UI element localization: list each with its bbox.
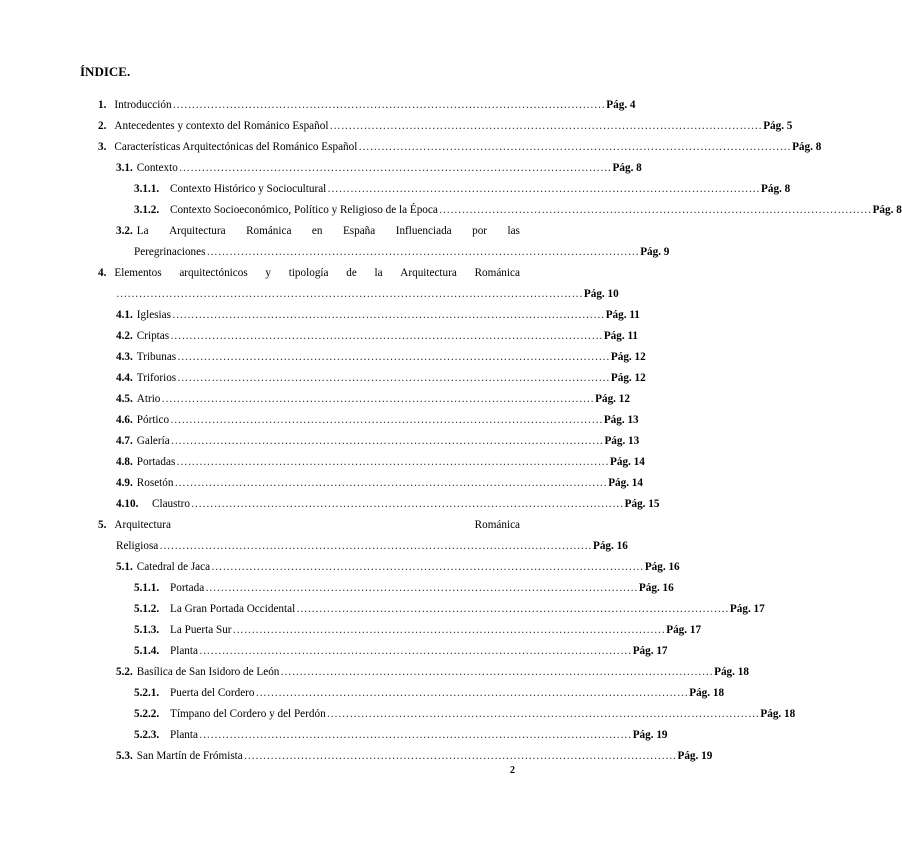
toc-label: Basílica de San Isidoro de León bbox=[136, 666, 280, 678]
toc-label: Contexto Histórico y Sociocultural bbox=[170, 183, 327, 195]
toc-label: Tímpano del Cordero y del Perdón bbox=[170, 708, 326, 720]
toc-entry[interactable] bbox=[134, 178, 791, 196]
toc-page: Pág. 12 bbox=[610, 372, 646, 384]
toc-page: Pág. 19 bbox=[677, 750, 713, 762]
toc-label: Contexto Socioeconómico, Político y Religioso de la Época bbox=[170, 204, 438, 216]
toc-page: Pág. 17 bbox=[729, 603, 765, 615]
toc-number: 5.2.3. bbox=[134, 729, 160, 741]
toc-number: 4.8. bbox=[116, 456, 133, 468]
toc-number: 4.9. bbox=[116, 477, 133, 489]
toc-leader: …………………………………………………………………………………………………… bbox=[178, 162, 612, 174]
toc-label: Galería bbox=[136, 435, 170, 447]
toc-page: Pág. 14 bbox=[608, 477, 643, 489]
toc-number: 4. bbox=[98, 267, 107, 279]
toc-entry[interactable] bbox=[98, 94, 636, 112]
toc-leader: …………………………………………………………………………………………………………… bbox=[116, 288, 583, 300]
toc-page: Pág. 9 bbox=[640, 246, 670, 258]
toc-entry[interactable] bbox=[116, 472, 643, 490]
toc-number: 5. bbox=[98, 519, 107, 531]
toc-leader: …………………………………………………………………………………………………… bbox=[177, 351, 610, 363]
toc-leader: …………………………………………………………………………………………………… bbox=[329, 120, 763, 132]
toc-entry[interactable] bbox=[116, 157, 642, 175]
toc-entry[interactable] bbox=[134, 724, 668, 742]
toc-page: Pág. 8 bbox=[792, 141, 822, 153]
toc-entry[interactable] bbox=[116, 325, 639, 343]
toc-label: Introducción bbox=[114, 99, 172, 111]
toc-label: Tribunas bbox=[136, 351, 177, 363]
toc-number: 5.2. bbox=[116, 666, 133, 678]
toc-leader: …………………………………………………………………………………………………… bbox=[170, 330, 603, 342]
toc-leader: …………………………………………………………………………………………………… bbox=[177, 372, 610, 384]
toc-page: Pág. 17 bbox=[632, 645, 668, 657]
toc-number: 1. bbox=[98, 99, 107, 111]
toc-leader: …………………………………………………………………………………………………… bbox=[159, 540, 592, 552]
toc-number: 5.1. bbox=[116, 561, 133, 573]
toc-entry[interactable] bbox=[116, 745, 713, 763]
toc-leader: …………………………………………………………………………………………………… bbox=[438, 204, 872, 216]
toc-entry[interactable] bbox=[98, 115, 793, 133]
toc-page: Pág. 4 bbox=[606, 99, 636, 111]
toc-number: 4.1. bbox=[116, 309, 133, 321]
toc-leader: …………………………………………………………………………………………………… bbox=[211, 561, 644, 573]
toc-entry-continuation[interactable] bbox=[116, 535, 628, 553]
toc-number: 4.3. bbox=[116, 351, 133, 363]
toc-label: Arquitectura Románica bbox=[114, 519, 520, 531]
toc-page: Pág. 18 bbox=[714, 666, 749, 678]
toc-leader: …………………………………………………………………………………………………… bbox=[190, 498, 624, 510]
toc-entry[interactable] bbox=[116, 661, 749, 679]
toc-number: 4.2. bbox=[116, 330, 133, 342]
toc-number: 4.5. bbox=[116, 393, 133, 405]
toc-label: Criptas bbox=[136, 330, 170, 342]
toc-leader: …………………………………………………………………………………………………… bbox=[296, 603, 729, 615]
toc-label: La Gran Portada Occidental bbox=[170, 603, 296, 615]
toc-entry[interactable] bbox=[134, 619, 702, 637]
toc-number: 3.1.1. bbox=[134, 183, 160, 195]
toc-leader: …………………………………………………………………………………………………… bbox=[326, 708, 760, 720]
toc-number: 5.1.1. bbox=[134, 582, 160, 594]
toc-label: San Martín de Frómista bbox=[136, 750, 243, 762]
toc-page: Pág. 13 bbox=[603, 414, 639, 426]
toc-label: Características Arquitectónicas del Románico Español bbox=[114, 141, 358, 153]
toc-page: Pág. 19 bbox=[632, 729, 668, 741]
toc-leader: …………………………………………………………………………………………………… bbox=[243, 750, 677, 762]
toc-label: Planta bbox=[170, 645, 198, 657]
toc-entry[interactable] bbox=[134, 577, 674, 595]
toc-entry[interactable] bbox=[116, 388, 630, 406]
index-title: ÍNDICE. bbox=[80, 64, 131, 79]
toc-page: Pág. 16 bbox=[644, 561, 680, 573]
toc-leader: …………………………………………………………………………………………………… bbox=[327, 183, 761, 195]
toc-leader: …………………………………………………………………………………………………… bbox=[198, 645, 632, 657]
toc-entry[interactable] bbox=[116, 304, 640, 322]
toc-entry[interactable] bbox=[116, 451, 645, 469]
toc-number: 4.6. bbox=[116, 414, 133, 426]
toc-leader: …………………………………………………………………………………………………… bbox=[232, 624, 666, 636]
toc-number: 3.1. bbox=[116, 162, 133, 174]
toc-number: 5.2.2. bbox=[134, 708, 160, 720]
toc-number: 2. bbox=[98, 120, 107, 132]
toc-page: Pág. 17 bbox=[666, 624, 702, 636]
toc-leader: …………………………………………………………………………………………………… bbox=[198, 729, 632, 741]
toc-number: 3. bbox=[98, 141, 107, 153]
toc-leader: …………………………………………………………………………………………………… bbox=[205, 582, 638, 594]
toc-entry[interactable] bbox=[116, 556, 680, 574]
toc-number: 5.1.2. bbox=[134, 603, 160, 615]
toc-entry[interactable] bbox=[98, 136, 822, 154]
toc-entry[interactable] bbox=[98, 514, 520, 532]
toc-label: Atrio bbox=[136, 393, 161, 405]
toc-number: 3.1.2. bbox=[134, 204, 160, 216]
toc-entry[interactable] bbox=[116, 220, 520, 238]
toc-number: 5.1.4. bbox=[134, 645, 160, 657]
toc-leader: …………………………………………………………………………………………………… bbox=[176, 456, 610, 468]
toc-leader: …………………………………………………………………………………………………… bbox=[280, 666, 714, 678]
toc-entry[interactable] bbox=[116, 409, 639, 427]
toc-page: Pág. 8 bbox=[872, 204, 902, 216]
toc-page: Pág. 14 bbox=[610, 456, 645, 468]
toc-entry[interactable] bbox=[116, 430, 640, 448]
toc-page: Pág. 8 bbox=[761, 183, 791, 195]
page-number: 2 bbox=[510, 765, 515, 776]
toc-label: Peregrinaciones bbox=[134, 246, 206, 258]
toc-page: Pág. 16 bbox=[593, 540, 628, 552]
toc-page: Pág. 12 bbox=[610, 351, 646, 363]
toc-entry[interactable] bbox=[134, 598, 765, 616]
toc-label: Claustro bbox=[152, 498, 190, 510]
toc-label: La Arquitectura Románica en España Influenciada por las bbox=[136, 225, 520, 237]
toc-page: Pág. 12 bbox=[595, 393, 630, 405]
toc-leader: …………………………………………………………………………………………………… bbox=[255, 687, 689, 699]
toc-number: 5.1.3. bbox=[134, 624, 160, 636]
toc-label: Rosetón bbox=[136, 477, 174, 489]
toc-entry[interactable] bbox=[116, 367, 646, 385]
toc-label: Pórtico bbox=[136, 414, 170, 426]
toc-number: 4.4. bbox=[116, 372, 133, 384]
toc-entry[interactable] bbox=[98, 262, 520, 280]
toc-number: 4.7. bbox=[116, 435, 133, 447]
toc-leader: …………………………………………………………………………………………………… bbox=[172, 99, 606, 111]
toc-entry[interactable] bbox=[116, 493, 660, 511]
toc-entry[interactable] bbox=[134, 703, 796, 721]
toc-page: Pág. 13 bbox=[604, 435, 640, 447]
toc-page: Pág. 15 bbox=[624, 498, 660, 510]
toc-label: Catedral de Jaca bbox=[136, 561, 211, 573]
toc-entry[interactable] bbox=[134, 640, 668, 658]
toc-label: Elementos arquitectónicos y tipología de la Arquitectura Románica bbox=[114, 267, 520, 279]
toc-leader: …………………………………………………………………………………………………… bbox=[171, 309, 605, 321]
toc-leader: …………………………………………………………………………………………………… bbox=[206, 246, 640, 258]
toc-label: Contexto bbox=[136, 162, 178, 174]
toc-page: Pág. 16 bbox=[638, 582, 674, 594]
toc-label: Puerta del Cordero bbox=[170, 687, 255, 699]
toc-number: 5.2.1. bbox=[134, 687, 160, 699]
toc-leader: …………………………………………………………………………………………………… bbox=[174, 477, 608, 489]
toc-label: Triforios bbox=[136, 372, 177, 384]
toc-page: Pág. 18 bbox=[689, 687, 725, 699]
toc-leader: …………………………………………………………………………………………………… bbox=[161, 393, 595, 405]
toc-label: Antecedentes y contexto del Románico Español bbox=[114, 120, 329, 132]
toc-number: 3.2. bbox=[116, 225, 133, 237]
toc-label: Portadas bbox=[136, 456, 176, 468]
toc-label: Portada bbox=[170, 582, 205, 594]
toc-page: Pág. 10 bbox=[583, 288, 619, 300]
toc-page: Pág. 8 bbox=[612, 162, 642, 174]
toc-page: Pág. 18 bbox=[760, 708, 796, 720]
toc-label: Iglesias bbox=[136, 309, 171, 321]
toc-leader: …………………………………………………………………………………………………… bbox=[358, 141, 792, 153]
toc-number: 5.3. bbox=[116, 750, 133, 762]
toc-label: La Puerta Sur bbox=[170, 624, 232, 636]
toc-entry-continuation[interactable] bbox=[116, 283, 619, 301]
toc-entry[interactable] bbox=[134, 199, 902, 217]
toc-entry-continuation[interactable] bbox=[134, 241, 670, 259]
toc-page: Pág. 11 bbox=[605, 309, 640, 321]
toc-label: Religiosa bbox=[116, 540, 159, 552]
toc-leader: …………………………………………………………………………………………………… bbox=[170, 414, 603, 426]
toc-entry[interactable] bbox=[116, 346, 646, 364]
toc-page: Pág. 11 bbox=[603, 330, 639, 342]
toc-leader: …………………………………………………………………………………………………… bbox=[170, 435, 604, 447]
toc-entry[interactable] bbox=[134, 682, 725, 700]
toc-page: Pág. 5 bbox=[763, 120, 793, 132]
toc-number: 4.10. bbox=[116, 498, 139, 510]
toc-label: Planta bbox=[170, 729, 198, 741]
